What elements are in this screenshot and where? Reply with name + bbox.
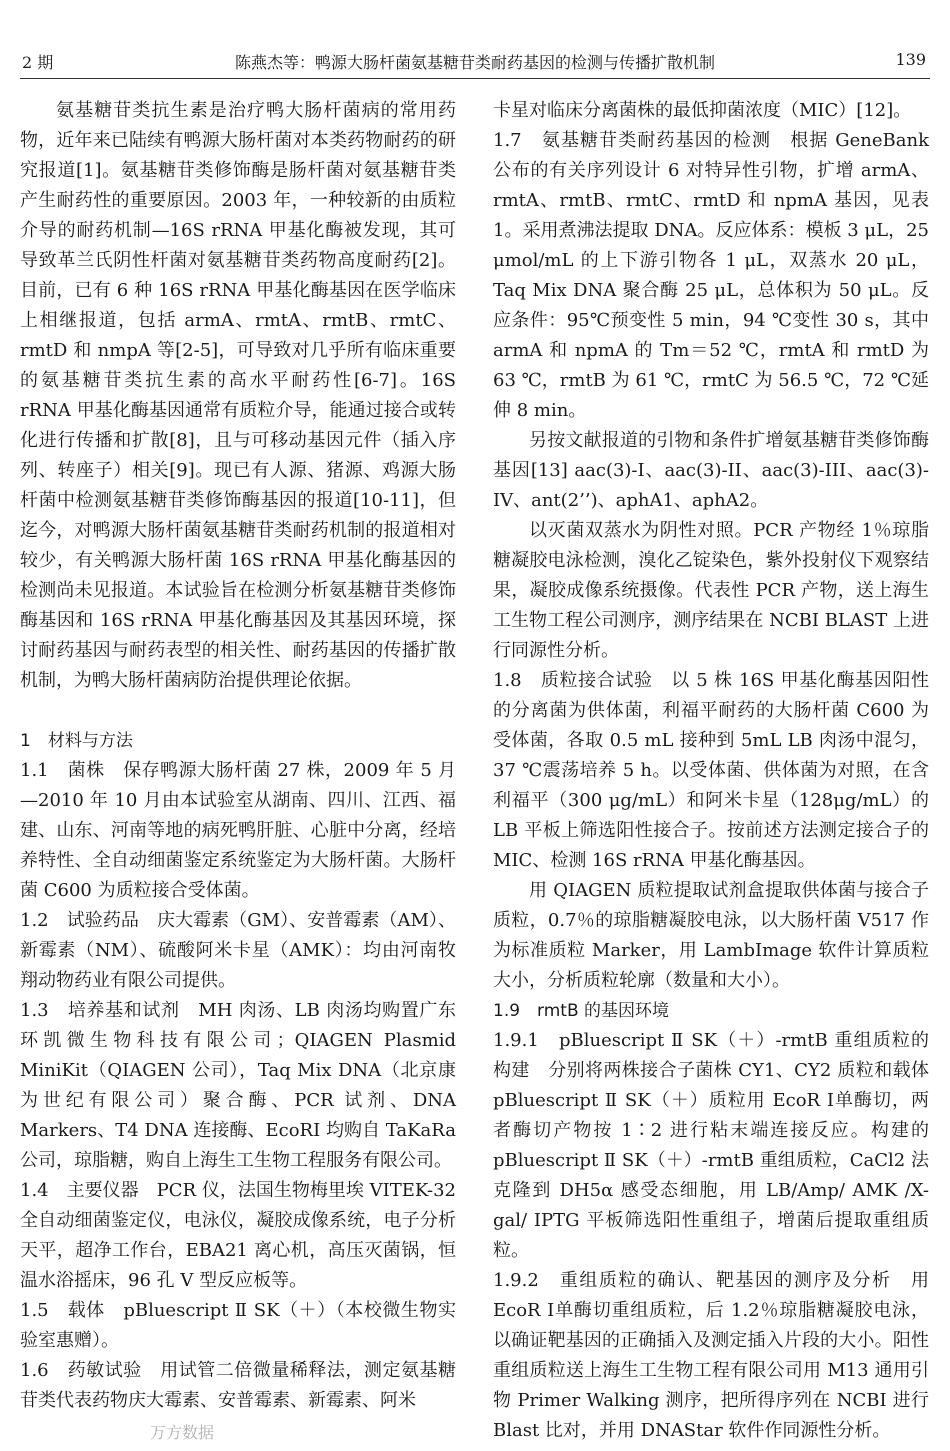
- subsection-1-6: 1.6 药敏试验 用试管二倍微量稀释法，测定氨基糖苷类代表药物庆大霉素、安普霉素、新霉素、阿米: [20, 1360, 456, 1411]
- subsection-1-9: 1.9 rmtB 的基因环境: [493, 1001, 670, 1021]
- plasmid-paragraph: 用 QIAGEN 质粒提取试剂盒提取供体菌与接合子质粒，0.7％的琼脂糖凝胶电泳，以大肠杆菌 V517 作为标准质粒 Marker，用 LambImage 软件计算质粒大小，分析质粒轮廓（数量和大小）。: [493, 880, 929, 991]
- subsection-1-5: 1.5 载体 pBluescript Ⅱ SK（＋）（本校微生物实验室惠赠）。: [20, 1300, 456, 1351]
- subsection-1-8: 1.8 质粒接合试验 以 5 株 16S 甲基化酶基因阳性的分离菌为供体菌，利福平耐药的大肠杆菌 C600 为受体菌，各取 0.5 mL 接种到 5mL LB 肉汤中混匀，37 ℃震荡培养 5 h。以受体菌、供体菌为对照，在含利福平（300 μg/mL）和阿米卡星（128μg/mL）的 LB 平板上筛选阳性接合子。按前述方法测定接合子的 MIC、检测 16S rRNA 甲基化酶基因。: [493, 670, 929, 871]
- issue-number: 2 期: [22, 53, 54, 72]
- page-number: 139: [895, 50, 926, 69]
- subsection-1-7: 1.7 氨基糖苷类耐药基因的检测 根据 GeneBank 公布的有关序列设计 6 对特异性引物，扩增 armA、rmtA、rmtB、rmtC、rmtD 和 npmA 基因，见表 1。采用煮沸法提取 DNA。反应体系：模板 3 μL，25 μmol/mL 的上下游引物各 1 μL，双蒸水 20 μL，Taq Mix DNA 聚合酶 25 μL，总体积为 50 μL。反应条件：95℃预变性 5 min，94 ℃变性 30 s，其中 armA 和 npmA 的 Tm＝52 ℃，rmtA 和 rmtD 为 63 ℃，rmtB 为 61 ℃，rmtC 为 56.5 ℃，72 ℃延伸 8 min。: [493, 130, 929, 421]
- left-column: [20, 96, 456, 1416]
- watermark-text: 万方数据: [150, 1423, 215, 1442]
- subsection-1-2: 1.2 试验药品 庆大霉素（GM）、安普霉素（AM）、新霉素（NM）、硫酸阿米卡星（AMK）：均由河南牧翔动物药业有限公司提供。: [20, 910, 456, 991]
- right-column: [493, 96, 929, 1446]
- page-header: [0, 0, 950, 70]
- pcr-paragraph: 以灭菌双蒸水为阴性对照。PCR 产物经 1％琼脂糖凝胶电泳检测，溴化乙锭染色，紫外投射仪下观察结果，凝胶成像系统摄像。代表性 PCR 产物，送上海生工生物工程公司测序，测序结果在 NCBI BLAST 上进行同源性分析。: [493, 520, 929, 661]
- subsection-1-1: 1.1 菌株 保存鸭源大肠杆菌 27 株，2009 年 5 月—2010 年 10 月由本试验室从湖南、四川、江西、福建、山东、河南等地的病死鸭肝脏、心脏中分离，经培养特性、全自动细菌鉴定系统鉴定为大肠杆菌。大肠杆菌 C600 为质粒接合受体菌。: [20, 760, 456, 901]
- intro-paragraph: 氨基糖苷类抗生素是治疗鸭大肠杆菌病的常用药物，近年来已陆续有鸭源大肠杆菌对本类药物耐药的研究报道[1]。氨基糖苷类修饰酶是肠杆菌对氨基糖苷类产生耐药性的重要原因。2003 年，一种较新的由质粒介导的耐药机制—16S rRNA 甲基化酶被发现，其可导致革兰氏阴性杆菌对氨基糖苷类药物高度耐药[2]。目前，已有 6 种 16S rRNA 甲基化酶基因在医学临床上相继报道，包括 armA、rmtA、rmtB、rmtC、rmtD 和 nmpA 等[2-5]，可导致对几乎所有临床重要的氨基糖苷类抗生素的高水平耐药性[6-7]。16S rRNA 甲基化酶基因通常有质粒介导，能通过接合或转化进行传播和扩散[8]，且与可移动基因元件（插入序列、转座子）相关[9]。现已有人源、猪源、鸡源大肠杆菌中检测氨基糖苷类修饰酶基因的报道[10-11]，但迄今，对鸭源大肠杆菌氨基糖苷类耐药机制的报道相对较少，有关鸭源大肠杆菌 16S rRNA 甲基化酶基因的检测尚未见报道。本试验旨在检测分析氨基糖苷类修饰酶基因和 16S rRNA 甲基化酶基因及其基因环境，探讨耐药基因与耐药表型的相关性、耐药基因的传播扩散机制，为鸭大肠杆菌病防治提供理论依据。: [20, 100, 456, 691]
- mic-continuation: 卡星对临床分离菌株的最低抑菌浓度（MIC）[12]。: [493, 100, 912, 121]
- modifying-enzyme-paragraph: 另按文献报道的引物和条件扩增氨基糖苷类修饰酶基因[13] aac(3)-I、aac(3)-II、aac(3)-III、aac(3)-IV、ant(2’’)、aphA1、aphA2。: [493, 430, 929, 511]
- subsection-1-9-2: 1.9.2 重组质粒的确认、靶基因的测序及分析 用 EcoR Ⅰ单酶切重组质粒，后 1.2％琼脂糖凝胶电泳，以确证靶基因的正确插入及测定插入片段的大小。阳性重组质粒送上海生工生物工程有限公司用 M13 通用引物 Primer Walking 测序，把所得序列在 NCBI 进行 Blast 比对，并用 DNAStar 软件作同源性分析。: [493, 1270, 929, 1441]
- subsection-1-3: 1.3 培养基和试剂 MH 肉汤、LB 肉汤均购置广东环凯微生物科技有限公司；QIAGEN Plasmid MiniKit（QIAGEN 公司），Taq Mix DNA（北京康为世纪有限公司）聚合酶、PCR 试剂、DNA Markers、T4 DNA 连接酶、EcoRI 均购自 TaKaRa 公司，琼脂糖，购自上海生工生物工程服务有限公司。: [20, 1000, 456, 1171]
- subsection-1-4: 1.4 主要仪器 PCR 仪，法国生物梅里埃 VITEK-32 全自动细菌鉴定仪，电泳仪，凝胶成像系统，电子分析天平，超净工作台，EBA21 离心机，高压灭菌锅，恒温水浴摇床，96 孔 V 型反应板等。: [20, 1180, 456, 1291]
- section-materials-methods: 1 材料与方法: [20, 731, 133, 751]
- subsection-1-9-1: 1.9.1 pBluescript Ⅱ SK（＋）-rmtB 重组质粒的构建 分别将两株接合子菌株 CY1、CY2 质粒和载体 pBluescript Ⅱ SK（＋）质粒用 EcoR Ⅰ单酶切，两者酶切产物按 1∶2 进行粘末端连接反应。构建的 pBluescript Ⅱ SK（＋）-rmtB 重组质粒，CaCl2 法克隆到 DH5α 感受态细胞，用 LB/Amp/ AMK /X-gal/ IPTG 平板筛选阳性重组子，增菌后提取重组质粒。: [493, 1030, 929, 1261]
- running-title: 陈燕杰等：鸭源大肠杆菌氨基糖苷类耐药基因的检测与传播扩散机制: [234, 53, 715, 72]
- header-rule: [20, 78, 930, 79]
